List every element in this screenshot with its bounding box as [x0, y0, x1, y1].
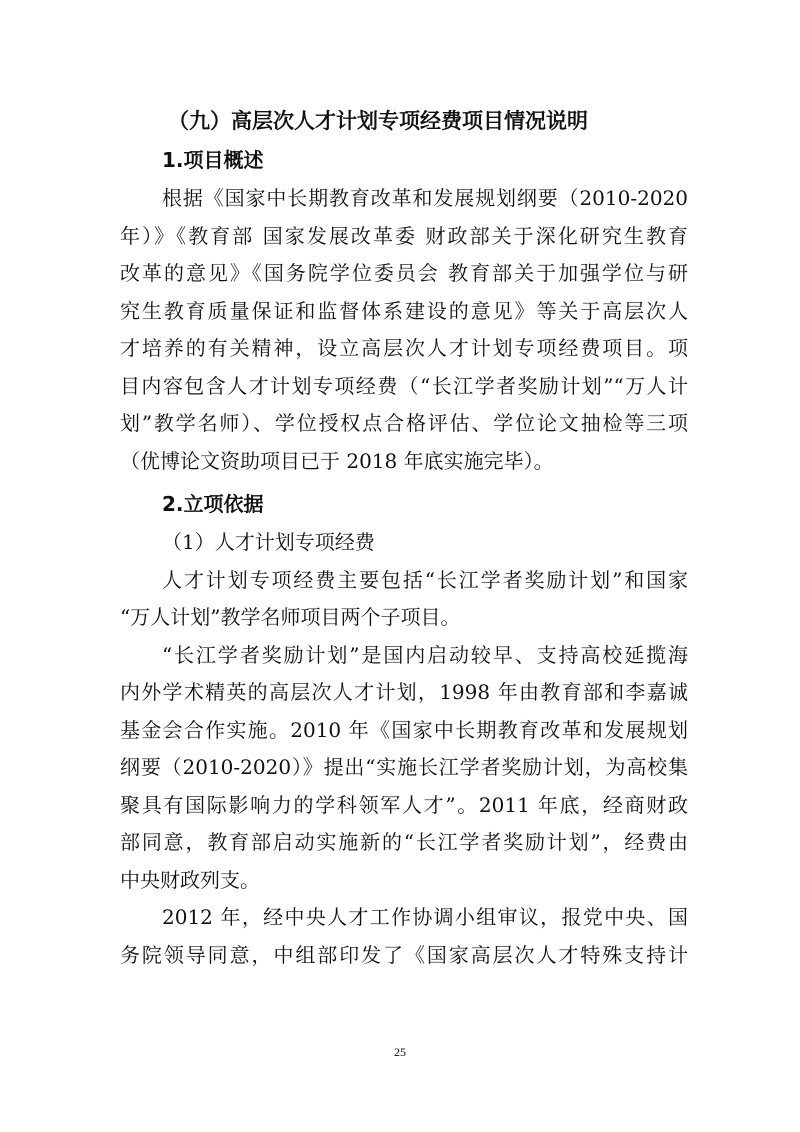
heading-project-overview: 1.项目概述 [162, 148, 264, 172]
text-line: 人才计划专项经费主要包括“长江学者奖励计划”和国家 [162, 567, 688, 592]
text-line: （优博论文资助项目已于 2018 年底实施完毕）。 [120, 448, 554, 473]
text-line: 根据《国家中长期教育改革和发展规划纲要（2010-2020 [162, 186, 688, 210]
text-line: 究生教育质量保证和监督体系建设的意见》等关于高层次人 [120, 298, 688, 323]
text-line: 部同意，教育部启动实施新的“长江学者奖励计划”，经费由 [120, 830, 688, 854]
section-title: （九）高层次人才计划专项经费项目情况说明 [168, 109, 588, 133]
text-line: 2012 年，经中央人才工作协调小组审议，报党中央、国 [162, 905, 688, 929]
talent-funds-paragraph [120, 562, 688, 637]
text-line: 改革的意见》《国务院学位委员会 教育部关于加强学位与研 [120, 261, 688, 285]
special-support-paragraph [120, 899, 688, 974]
text-line: “长江学者奖励计划”是国内启动较早、支持高校延揽海 [162, 642, 688, 667]
text-line: 基金会合作实施。2010 年《国家中长期教育改革和发展规划 [120, 717, 688, 742]
heading-project-basis: 2.立项依据 [162, 492, 264, 516]
subheading-talent-funds [120, 524, 688, 562]
overview-paragraph [120, 180, 688, 480]
text-line: 目内容包含人才计划专项经费（“长江学者奖励计划”“万人计 [120, 373, 688, 398]
text-line: 年）》《教育部 国家发展改革委 财政部关于深化研究生教育 [120, 223, 688, 248]
changjiang-paragraph [120, 637, 688, 900]
text-line: 聚具有国际影响力的学科领军人才”。2011 年底，经商财政 [120, 792, 688, 817]
text-line: 内外学术精英的高层次人才计划，1998 年由教育部和李嘉诚 [120, 680, 688, 704]
text-line: 纲要（2010-2020）》提出“实施长江学者奖励计划，为高校集 [120, 755, 688, 779]
text-line: “万人计划”教学名师项目两个子项目。 [120, 605, 461, 629]
page-content [120, 103, 688, 974]
text-line: 才培养的有关精神，设立高层次人才计划专项经费项目。项 [120, 336, 688, 360]
text-line: （1）人才计划专项经费 [162, 530, 375, 554]
text-line: 划”教学名师）、学位授权点合格评估、学位论文抽检等三项 [120, 411, 688, 435]
text-line: 中央财政列支。 [120, 867, 260, 892]
text-line: 务院领导同意，中组部印发了《国家高层次人才特殊支持计 [120, 942, 688, 967]
page-number: 25 [394, 1045, 406, 1059]
